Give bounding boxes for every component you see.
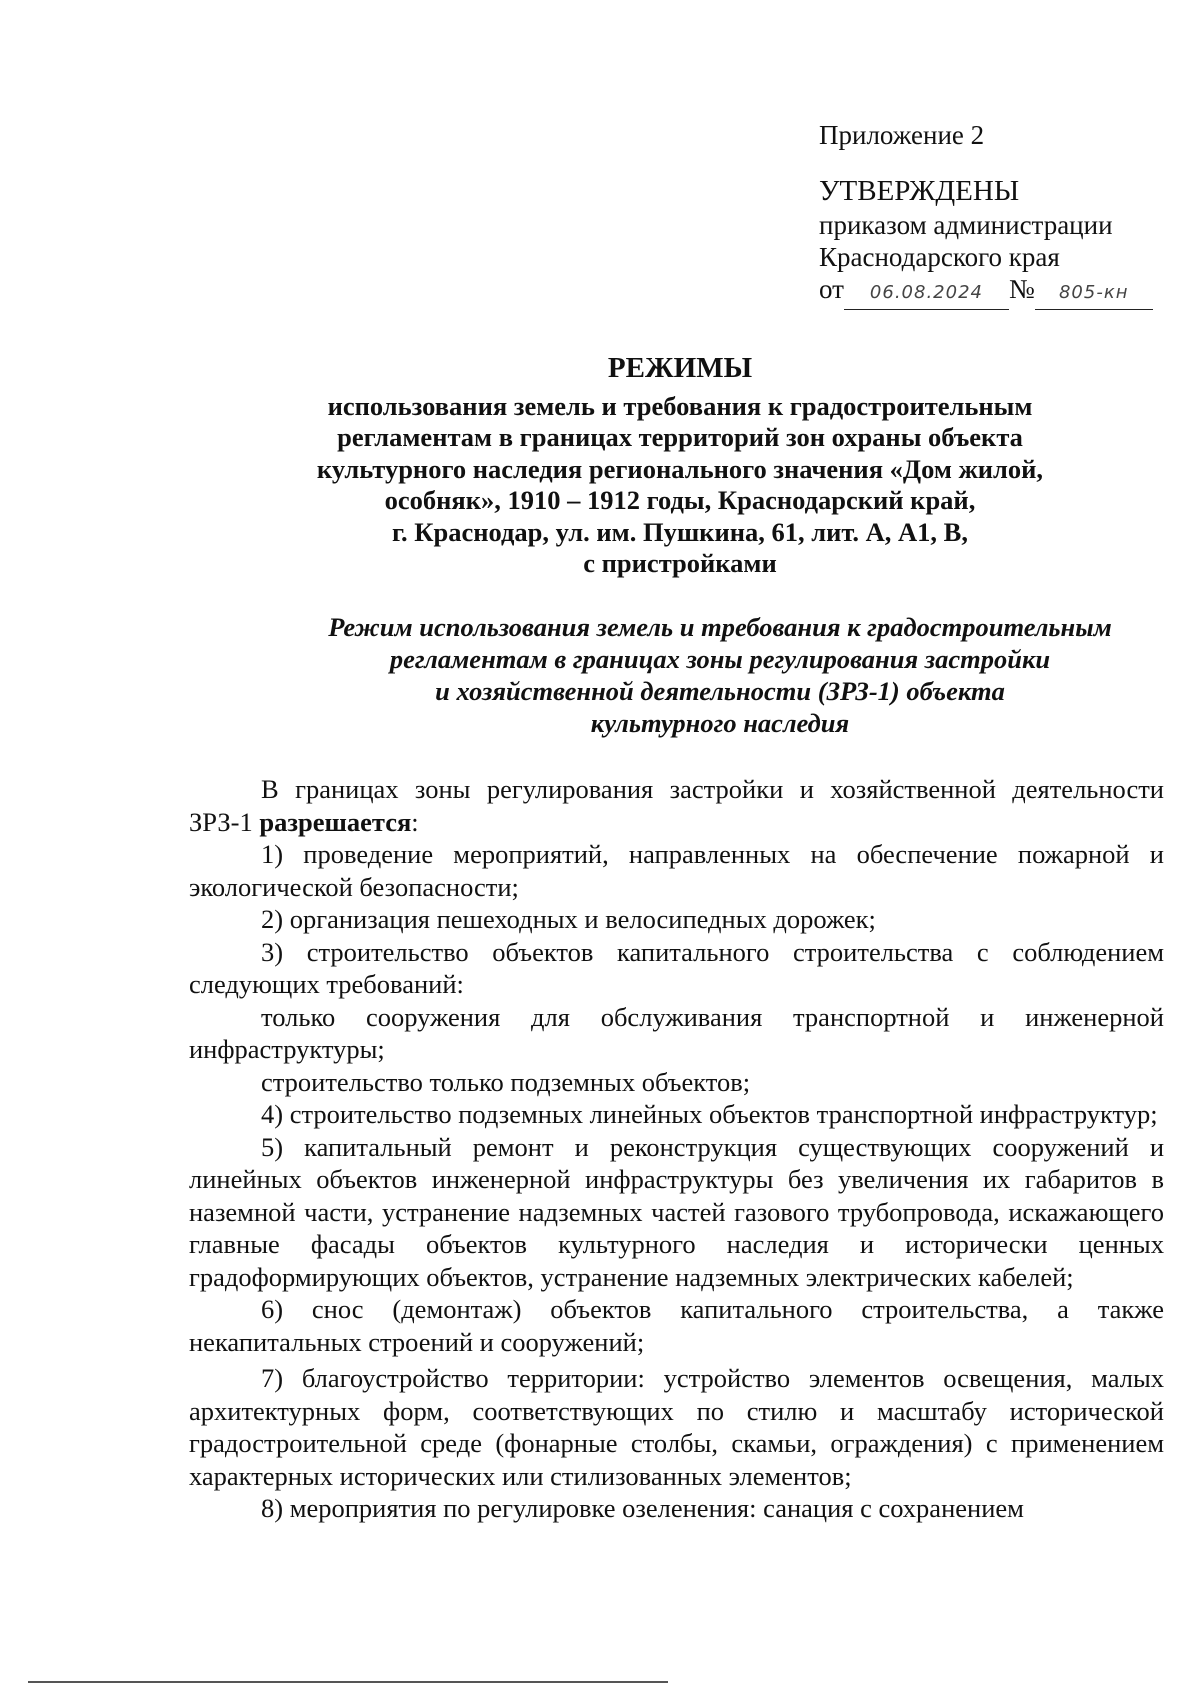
- list-item: 2) организация пешеходных и велосипедных дорожек;: [261, 904, 876, 934]
- intro-paragraph: [189, 773, 1164, 838]
- handwritten-order-number: 805-кн: [1035, 277, 1153, 310]
- section-heading-line: регламентам в границах зоны регулирования застройки: [389, 644, 1051, 674]
- approved-label: УТВЕРЖДЕНЫ: [819, 175, 1020, 207]
- section-heading: [280, 611, 1160, 739]
- list-item: 5) капитальный ремонт и реконструкция существующих сооружений и линейных объектов инженерной инфраструктуры без увеличения их габаритов в наземной части, устранение надземных частей газового трубопровода, искажающего главные фасады объектов культурного наследия и исторически ценных градоформирующих объектов, устранение надземных электрических кабелей;: [189, 1131, 1164, 1292]
- list-item: только сооружения для обслуживания транспортной и инженерной инфраструктуры;: [189, 1001, 1164, 1064]
- appendix-number: Приложение 2: [819, 120, 985, 150]
- list-item: 7) благоустройство территории: устройство элементов освещения, малых архитектурных форм, соответствующих по стилю и масштабу исторической градостроительной среде (фонарные столбы, скамьи, ограждения) с применением характерных исторических или стилизованных элементов;: [189, 1363, 1164, 1491]
- title-line: использования земель и требования к градостроительным: [327, 390, 1033, 421]
- document-body: [189, 773, 1164, 1525]
- order-date-number-line: [819, 273, 1179, 310]
- title-line: особняк», 1910 – 1912 годы, Краснодарский край,: [384, 485, 976, 515]
- list-item: 1) проведение мероприятий, направленных на обеспечение пожарной и экологической безопасности;: [189, 839, 1164, 902]
- section-heading-line: Режим использования земель и требования к градостроительным: [328, 612, 1112, 642]
- section-heading-line: и хозяйственной деятельности (ЗРЗ-1) объекта: [435, 676, 1005, 706]
- intro-text: В границах зоны регулирования застройки и хозяйственной деятельности ЗРЗ-1: [189, 774, 1164, 837]
- section-heading-line: культурного наследия: [590, 708, 850, 738]
- list-item: 8) мероприятия по регулировке озеленения: санация с сохранением: [261, 1493, 1024, 1523]
- title-line: с пристройками: [583, 548, 777, 578]
- handwritten-date: 06.08.2024: [844, 277, 1009, 310]
- footer-rule: [28, 1681, 668, 1683]
- order-issuer-line2: Краснодарского края: [819, 242, 1060, 272]
- list-item: 4) строительство подземных линейных объектов транспортной инфраструктур;: [261, 1099, 1158, 1129]
- list-item: 6) снос (демонтаж) объектов капитального строительства, а также некапитальных строений и сооружений;: [189, 1294, 1164, 1357]
- order-issuer-line1: приказом администрации: [819, 210, 1113, 240]
- intro-emphasis: разрешается: [259, 806, 412, 837]
- document-title: [260, 353, 1100, 580]
- intro-punctuation: :: [411, 806, 419, 837]
- number-prefix: №: [1008, 274, 1035, 304]
- list-item: строительство только подземных объектов;: [261, 1066, 751, 1097]
- list-item: 3) строительство объектов капитального строительства с соблюдением следующих требований:: [189, 936, 1164, 999]
- title-heading: РЕЖИМЫ: [607, 352, 753, 384]
- approval-stamp: [819, 119, 1179, 310]
- title-line: г. Краснодар, ул. им. Пушкина, 61, лит. А, А1, В,: [392, 516, 968, 547]
- title-line: регламентам в границах территорий зон охраны объекта: [337, 422, 1023, 452]
- title-line: культурного наследия регионального значения «Дом жилой,: [316, 453, 1044, 484]
- date-prefix: от: [819, 274, 844, 304]
